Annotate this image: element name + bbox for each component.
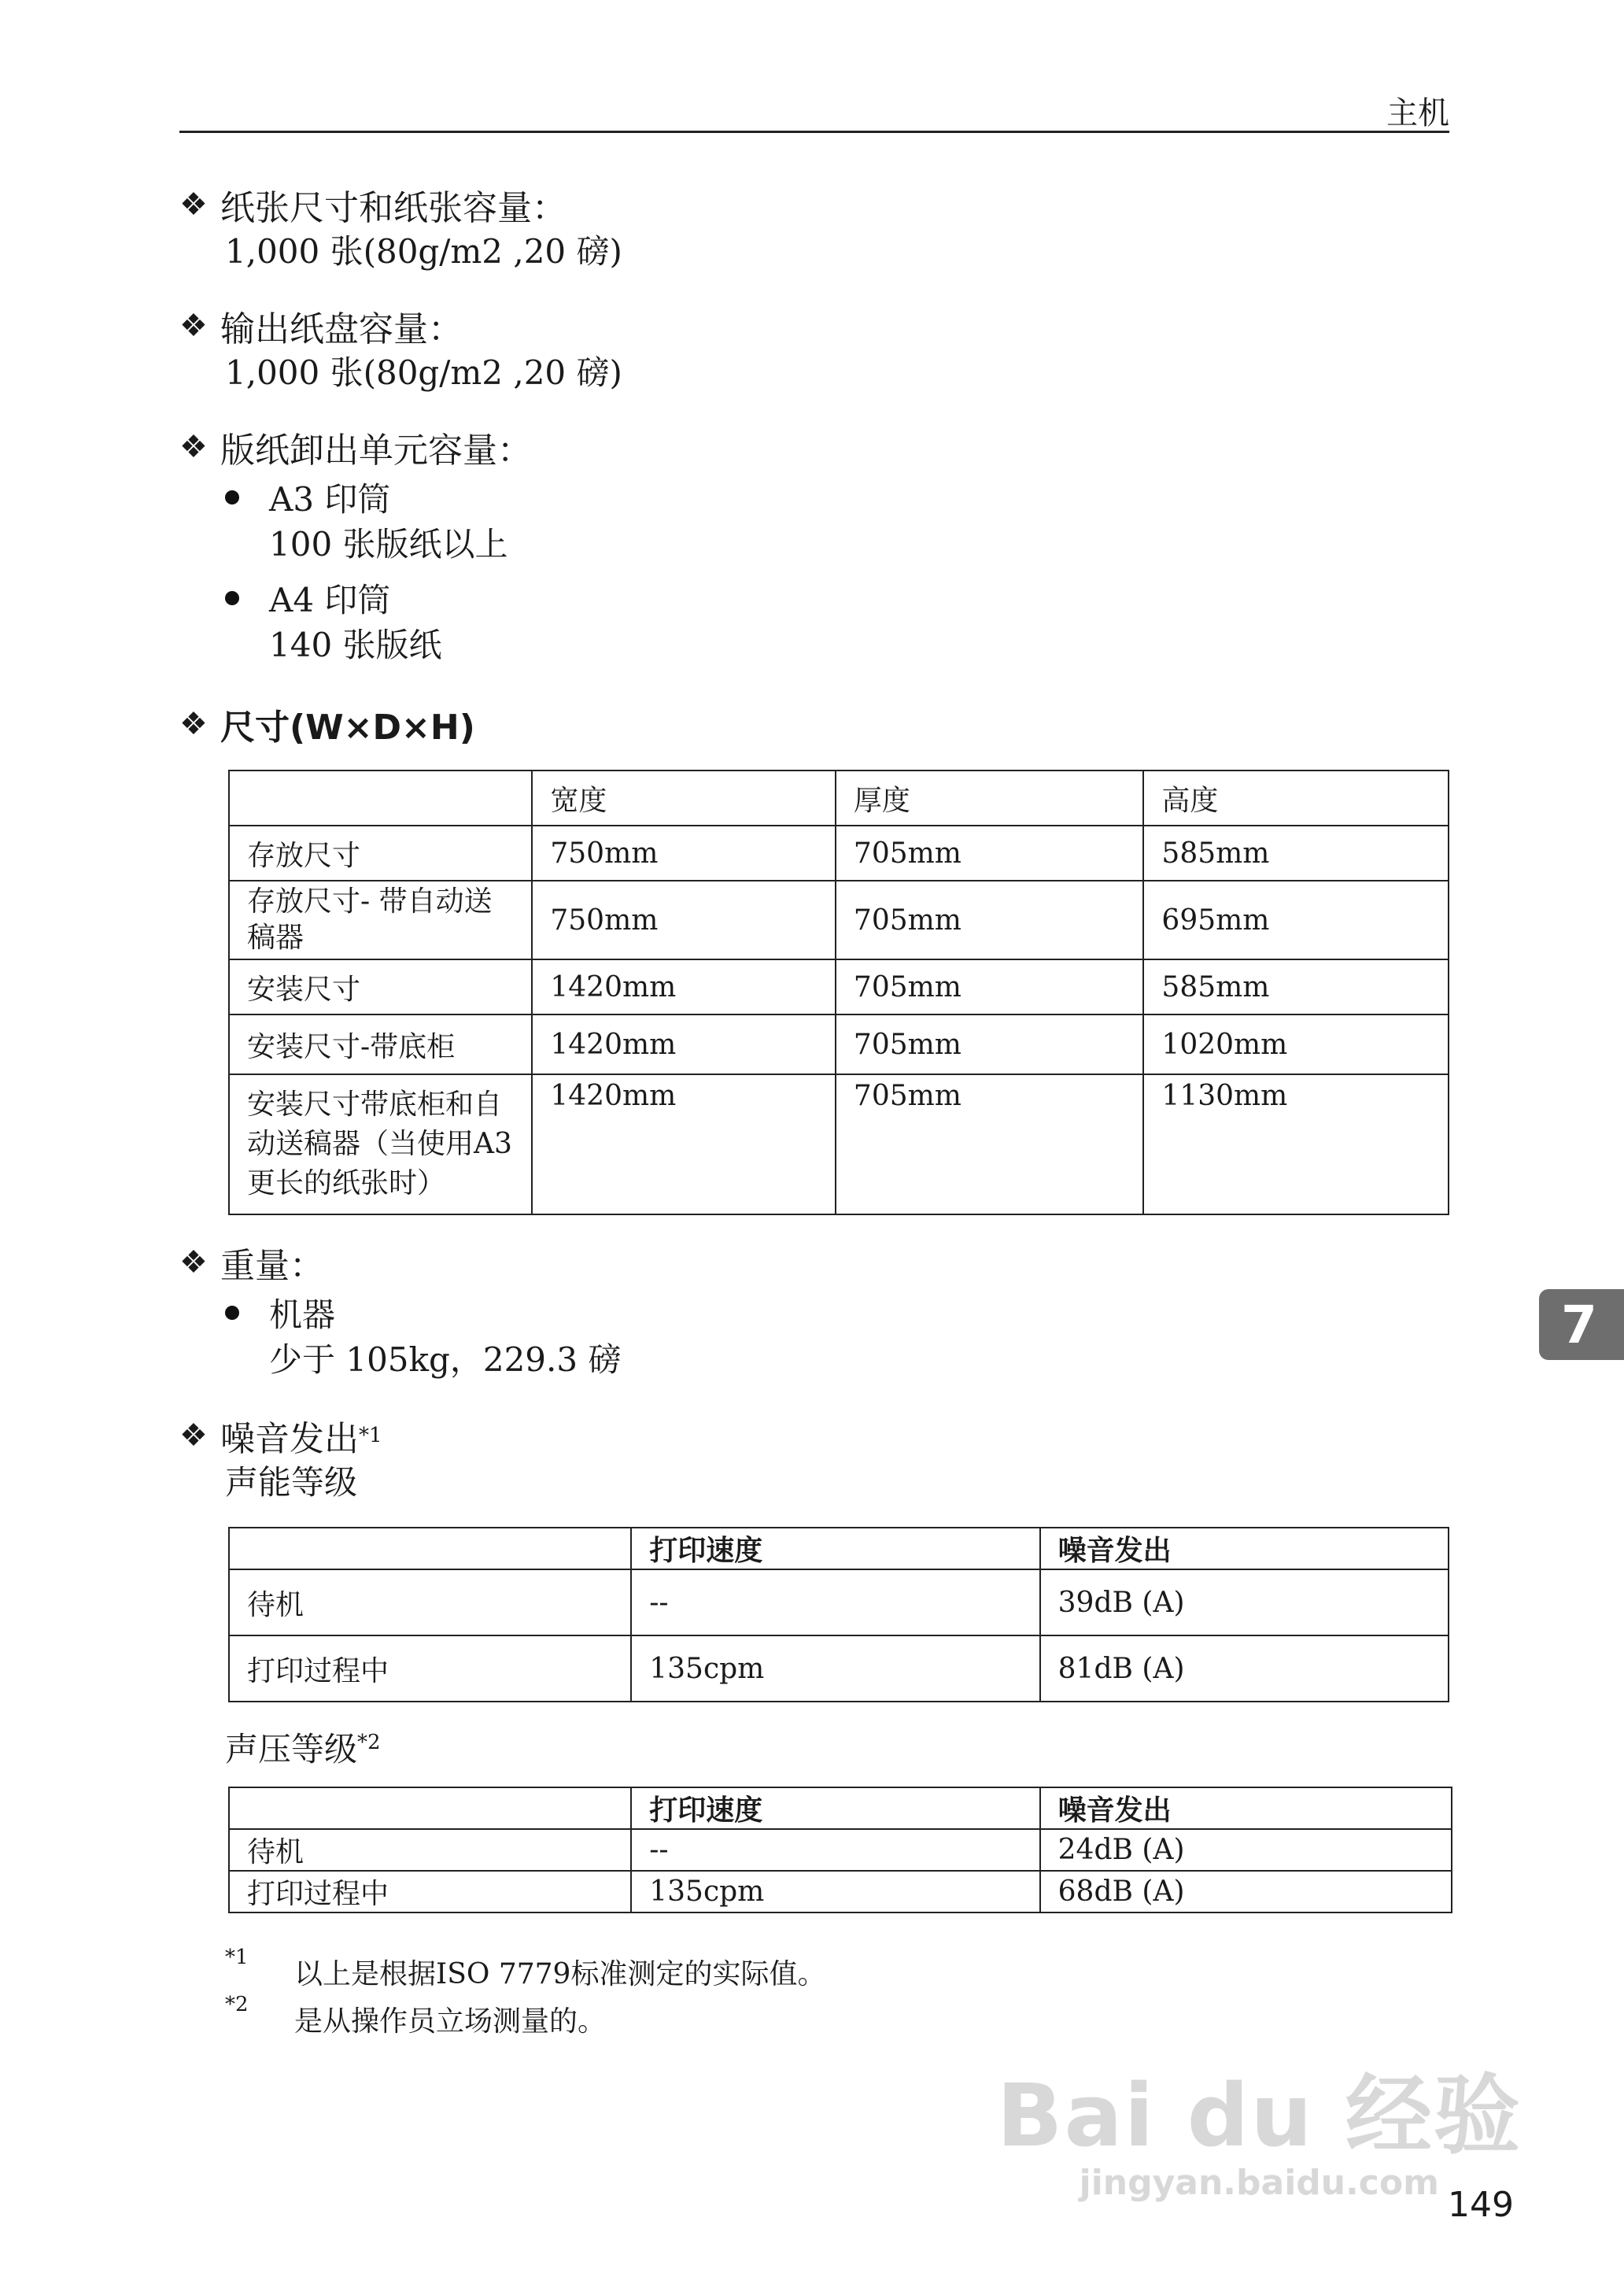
table-cell: 705mm [836,959,1144,1014]
section-body: 1,000 张(80g/m2 ,20 磅) [225,353,622,392]
section-output-tray [179,302,622,397]
bullet-detail: 少于 105kg，229.3 磅 [269,1340,622,1379]
table-cell: 待机 [229,1569,631,1635]
section-paper-capacity [179,181,622,275]
section-title: 重量： [220,1246,324,1286]
section-noise [179,1412,382,1506]
section-title: 尺寸(W×D×H) [220,708,475,748]
section-body: 1,000 张(80g/m2 ,20 磅) [225,232,622,271]
table-header-row [229,1787,1452,1829]
table-cell: 39dB (A) [1040,1569,1449,1635]
table-header-row [229,1528,1449,1569]
diamond-bullet-icon: ❖ [179,308,208,344]
table-cell: 安装尺寸-带底柜 [229,1014,532,1074]
diamond-bullet-icon: ❖ [179,1244,208,1281]
table-cell: 705mm [836,826,1144,881]
table-cell: -- [631,1829,1039,1871]
section-title: 噪音发出 [220,1419,359,1459]
table-row [229,1014,1449,1074]
table-cell: 705mm [836,1074,1144,1214]
diamond-bullet-icon: ❖ [179,429,208,465]
table-header-cell [229,1787,631,1829]
watermark [997,2046,1522,2203]
table-cell: 1420mm [532,959,836,1014]
sound-pressure-table [228,1787,1452,1913]
table-cell: 68dB (A) [1040,1871,1452,1913]
table-row [229,1074,1449,1214]
table-cell: 695mm [1143,881,1449,959]
diamond-bullet-icon: ❖ [179,706,208,742]
dot-bullet-icon [225,490,239,504]
table-row [229,1635,1449,1702]
footnote-ref: *2 [357,1731,381,1754]
table-cell: 存放尺寸 [229,826,532,881]
table-cell: 750mm [532,881,836,959]
table-header-cell [229,771,532,826]
table-header-cell: 噪音发出 [1040,1787,1452,1829]
footnote-1 [225,1946,826,1992]
table-header-cell: 厚度 [836,771,1144,826]
table-header-cell: 打印速度 [631,1787,1039,1829]
sound-power-table [228,1527,1449,1702]
section-title: 版纸卸出单元容量： [220,431,532,471]
table-cell: 1130mm [1143,1074,1449,1214]
table-row [229,959,1449,1014]
table-header-row [229,771,1449,826]
section-title: 输出纸盘容量： [220,309,463,349]
footnote-text: 是从操作员立场测量的。 [294,2005,607,2038]
footnote-mark: *2 [225,1993,249,2016]
section-title: 纸张尺寸和纸张容量： [220,188,567,228]
table-cell: 585mm [1143,959,1449,1014]
footnote-mark: *1 [225,1946,249,1969]
table-row [229,881,1449,959]
table-cell: 存放尺寸- 带自动送稿器 [229,881,532,959]
subsection-sound-pressure [225,1719,381,1773]
table-cell: 585mm [1143,826,1449,881]
running-header: 主机 [1386,95,1449,131]
section-weight [179,1239,621,1384]
table-cell: 1420mm [532,1014,836,1074]
table-cell: 安装尺寸 [229,959,532,1014]
table-cell: 打印过程中 [229,1871,631,1913]
watermark-url: jingyan.baidu.com [1079,2163,1439,2203]
diamond-bullet-icon: ❖ [179,187,208,223]
table-row [229,1829,1452,1871]
table-cell: 1020mm [1143,1014,1449,1074]
table-cell: 705mm [836,1014,1144,1074]
table-row [229,1569,1449,1635]
table-header-cell: 噪音发出 [1040,1528,1449,1569]
page-number: 149 [1448,2185,1514,2225]
table-cell: 打印过程中 [229,1635,631,1702]
dot-bullet-icon [225,591,239,605]
dot-bullet-icon [225,1306,239,1320]
footnote-2 [225,1993,607,2039]
bullet-detail: 100 张版纸以上 [269,525,508,564]
table-header-cell: 高度 [1143,771,1449,826]
header-rule [179,131,1449,133]
table-cell: 135cpm [631,1635,1039,1702]
table-row [229,1871,1452,1913]
diamond-bullet-icon: ❖ [179,1417,208,1454]
table-cell: 待机 [229,1829,631,1871]
table-header-cell: 打印速度 [631,1528,1039,1569]
bullet-label: A3 印筒 [269,480,391,519]
footnote-ref: *1 [359,1424,382,1447]
table-cell: 1420mm [532,1074,836,1214]
table-cell: 705mm [836,881,1144,959]
bullet-label: 机器 [269,1295,336,1334]
section-dimensions [179,700,475,748]
table-cell: 24dB (A) [1040,1829,1452,1871]
subsection-title: 声能等级 [225,1463,358,1502]
subsection-title: 声压等级 [225,1730,358,1768]
watermark-logo: Bai du 经验 [996,2065,1522,2166]
section-master-eject [179,423,532,669]
table-cell: 750mm [532,826,836,881]
footnote-text: 以上是根据ISO 7779标准测定的实际值。 [294,1958,826,1990]
table-cell: 安装尺寸带底柜和自动送稿器（当使用A3 更长的纸张时） [229,1074,532,1214]
bullet-detail: 140 张版纸 [269,626,442,664]
table-header-cell [229,1528,631,1569]
table-cell: 81dB (A) [1040,1635,1449,1702]
chapter-tab: 7 [1539,1289,1624,1360]
table-header-cell: 宽度 [532,771,836,826]
table-row [229,826,1449,881]
dimensions-table [228,770,1449,1215]
bullet-label: A4 印筒 [269,581,391,619]
table-cell: -- [631,1569,1039,1635]
table-cell: 135cpm [631,1871,1039,1913]
